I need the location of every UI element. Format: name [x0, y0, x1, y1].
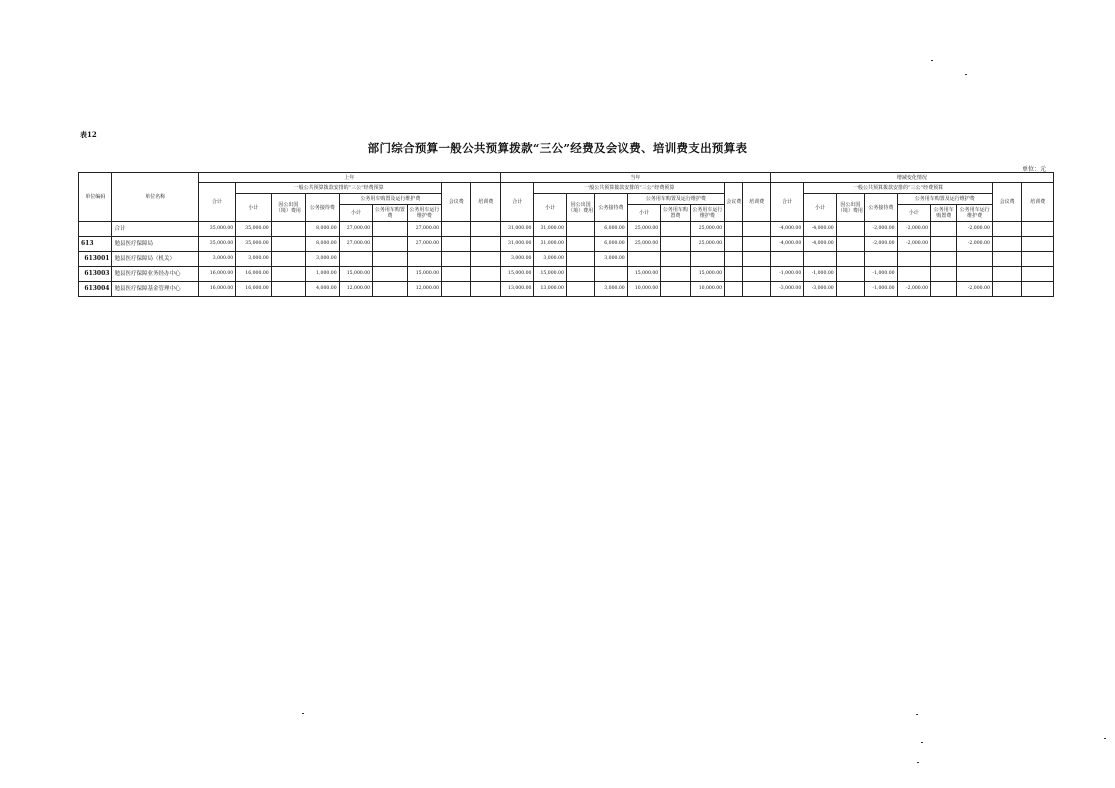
vehicle-purchase-header: 公务用车购置费	[661, 205, 690, 222]
amount-cell	[690, 252, 724, 267]
amount-cell: 35,000.00	[198, 237, 236, 252]
amount-cell: 3,000.00	[595, 252, 627, 267]
amount-cell: 3,000.00	[198, 252, 236, 267]
total-header: 合计	[500, 183, 533, 222]
amount-cell: 1,000.00	[306, 267, 339, 282]
total-header: 合计	[770, 183, 803, 222]
amount-cell	[627, 252, 660, 267]
amount-cell: 6,000.00	[595, 237, 627, 252]
amount-cell	[1022, 282, 1054, 297]
amount-cell	[743, 267, 770, 282]
unit-name-header: 单位名称	[112, 173, 198, 222]
amount-cell: 35,000.00	[236, 237, 272, 252]
amount-cell: -4,000.00	[804, 237, 836, 252]
amount-cell: 4,000.00	[306, 282, 339, 297]
amount-cell	[373, 252, 407, 267]
amount-cell: 27,000.00	[339, 237, 372, 252]
vehicle-purchase-header: 公务用车购置费	[931, 205, 957, 222]
training-header: 培训费	[471, 183, 500, 222]
amount-cell: -3,000.00	[770, 282, 803, 297]
table-body	[79, 222, 1054, 297]
amount-cell	[1022, 267, 1054, 282]
amount-cell: -4,000.00	[804, 222, 836, 237]
amount-cell	[992, 267, 1021, 282]
amount-cell	[271, 282, 305, 297]
unit-label: 单位：元	[1022, 166, 1047, 173]
amount-cell	[1022, 252, 1054, 267]
amount-cell	[661, 252, 690, 267]
amount-cell: 31,000.00	[534, 222, 566, 237]
amount-cell: 16,000.00	[198, 282, 236, 297]
table-row	[79, 222, 1054, 237]
scan-speck	[965, 74, 967, 75]
amount-cell	[957, 252, 993, 267]
amount-cell: 3,000.00	[534, 252, 566, 267]
amount-cell: -2,000.00	[897, 222, 930, 237]
document-title: 部门综合预算一般公共预算拨款“三公”经费及会议费、培训费支出预算表	[367, 141, 748, 155]
amount-cell: -1,000.00	[770, 267, 803, 282]
abroad-header: 因公出国（境）费用	[566, 194, 594, 222]
amount-cell: -4,000.00	[770, 222, 803, 237]
meeting-header: 会议费	[442, 183, 471, 222]
amount-cell	[442, 252, 471, 267]
amount-cell: -2,000.00	[865, 222, 897, 237]
abroad-header: 因公出国（境）费用	[271, 194, 305, 222]
amount-cell	[725, 267, 743, 282]
vehicle-subtotal-header: 小计	[897, 205, 930, 222]
amount-cell	[992, 237, 1021, 252]
vehicle-group-header: 公务用车购置及运行维护费	[627, 194, 724, 205]
amount-cell	[442, 282, 471, 297]
amount-cell: 10,000.00	[627, 282, 660, 297]
group-header-change: 增减变化情况	[770, 173, 1053, 183]
amount-cell	[931, 222, 957, 237]
unit-name-cell: 勉县医疗保障局（机关）	[112, 252, 198, 267]
header-row-subgroups	[79, 183, 1054, 194]
amount-cell	[566, 252, 594, 267]
amount-cell	[271, 222, 305, 237]
scan-speck	[921, 742, 923, 743]
header-row-groups	[79, 173, 1054, 183]
scan-speck	[917, 762, 919, 763]
amount-cell: 27,000.00	[407, 222, 441, 237]
amount-cell: 10,000.00	[690, 282, 724, 297]
table-number-tag: 表12	[80, 130, 97, 139]
amount-cell	[373, 222, 407, 237]
amount-cell: 35,000.00	[236, 222, 272, 237]
amount-cell: 8,000.00	[306, 222, 339, 237]
table-row	[79, 237, 1054, 252]
amount-cell: 15,000.00	[339, 267, 372, 282]
amount-cell	[931, 237, 957, 252]
amount-cell	[271, 267, 305, 282]
amount-cell: 25,000.00	[627, 237, 660, 252]
amount-cell	[725, 282, 743, 297]
amount-cell: 25,000.00	[690, 222, 724, 237]
amount-cell: 16,000.00	[236, 282, 272, 297]
amount-cell	[442, 222, 471, 237]
table-row	[79, 282, 1054, 297]
amount-cell: 16,000.00	[198, 267, 236, 282]
unit-code-cell: 613004	[79, 282, 112, 297]
amount-cell: -2,000.00	[897, 237, 930, 252]
amount-cell	[836, 252, 864, 267]
amount-cell	[471, 252, 500, 267]
unit-name-cell: 合计	[112, 222, 198, 237]
amount-cell: 27,000.00	[407, 237, 441, 252]
amount-cell	[271, 252, 305, 267]
vehicle-subtotal-header: 小计	[339, 205, 372, 222]
scan-speck	[916, 714, 918, 715]
amount-cell: 15,000.00	[627, 267, 660, 282]
amount-cell	[836, 282, 864, 297]
meeting-header: 会议费	[992, 183, 1021, 222]
unit-code-cell: 613003	[79, 267, 112, 282]
amount-cell	[661, 282, 690, 297]
amount-cell	[836, 237, 864, 252]
amount-cell	[992, 282, 1021, 297]
amount-cell: -2,000.00	[957, 282, 993, 297]
amount-cell	[992, 252, 1021, 267]
meeting-header: 会议费	[725, 183, 743, 222]
amount-cell: -2,000.00	[957, 222, 993, 237]
abroad-header: 因公出国（境）费用	[836, 194, 864, 222]
amount-cell	[661, 267, 690, 282]
amount-cell	[271, 237, 305, 252]
amount-cell	[373, 282, 407, 297]
amount-cell	[743, 222, 770, 237]
vehicle-purchase-header: 公务用车购置费	[373, 205, 407, 222]
three-public-header: 一般公共预算拨款安排的“三公”经费预算	[236, 183, 442, 194]
amount-cell: -1,000.00	[804, 267, 836, 282]
vehicle-operation-header: 公务用车运行维护费	[690, 205, 724, 222]
amount-cell: 16,000.00	[236, 267, 272, 282]
amount-cell: -1,000.00	[865, 282, 897, 297]
amount-cell	[865, 252, 897, 267]
amount-cell: 15,000.00	[690, 267, 724, 282]
amount-cell: -2,000.00	[897, 282, 930, 297]
amount-cell	[1022, 222, 1054, 237]
amount-cell: 3,000.00	[500, 252, 533, 267]
amount-cell: 31,000.00	[534, 237, 566, 252]
amount-cell	[836, 267, 864, 282]
amount-cell	[566, 267, 594, 282]
unit-code-cell: 613	[79, 237, 112, 252]
amount-cell	[743, 252, 770, 267]
amount-cell	[725, 237, 743, 252]
amount-cell	[897, 252, 930, 267]
reception-header: 公务接待费	[865, 194, 897, 222]
amount-cell	[725, 222, 743, 237]
amount-cell	[407, 252, 441, 267]
scan-speck	[931, 60, 933, 61]
budget-table	[78, 172, 1054, 297]
amount-cell: 31,000.00	[500, 237, 533, 252]
amount-cell: 3,000.00	[595, 282, 627, 297]
amount-cell: -4,000.00	[770, 237, 803, 252]
group-header-last-year: 上年	[198, 173, 500, 183]
amount-cell: 27,000.00	[339, 222, 372, 237]
amount-cell: 13,000.00	[534, 282, 566, 297]
amount-cell	[373, 237, 407, 252]
amount-cell: 35,000.00	[198, 222, 236, 237]
vehicle-operation-header: 公务用车运行维护费	[407, 205, 441, 222]
amount-cell: 12,000.00	[407, 282, 441, 297]
training-header: 培训费	[743, 183, 770, 222]
unit-name-cell: 勉县医疗保障基金管理中心	[112, 282, 198, 297]
amount-cell	[566, 222, 594, 237]
total-header: 合计	[198, 183, 236, 222]
amount-cell: 31,000.00	[500, 222, 533, 237]
amount-cell	[471, 282, 500, 297]
amount-cell	[743, 237, 770, 252]
amount-cell: 6,000.00	[595, 222, 627, 237]
amount-cell: -3,000.00	[804, 282, 836, 297]
reception-header: 公务接待费	[595, 194, 627, 222]
unit-code-header: 单位编码	[79, 173, 112, 222]
amount-cell	[957, 267, 993, 282]
vehicle-group-header: 公务用车购置及运行维护费	[897, 194, 992, 205]
amount-cell	[471, 222, 500, 237]
unit-name-cell: 勉县医疗保障局	[112, 237, 198, 252]
amount-cell	[661, 222, 690, 237]
amount-cell	[442, 267, 471, 282]
group-header-current-year: 当年	[500, 173, 770, 183]
amount-cell	[725, 252, 743, 267]
amount-cell	[770, 252, 803, 267]
amount-cell	[804, 252, 836, 267]
training-header: 培训费	[1022, 183, 1054, 222]
amount-cell	[471, 237, 500, 252]
amount-cell	[566, 237, 594, 252]
amount-cell: 25,000.00	[690, 237, 724, 252]
amount-cell: 13,000.00	[500, 282, 533, 297]
amount-cell: 8,000.00	[306, 237, 339, 252]
amount-cell: -1,000.00	[865, 267, 897, 282]
amount-cell: 3,000.00	[306, 252, 339, 267]
table-row	[79, 252, 1054, 267]
vehicle-operation-header: 公务用车运行维护费	[957, 205, 993, 222]
unit-code-cell: 613001	[79, 252, 112, 267]
amount-cell	[743, 282, 770, 297]
amount-cell	[931, 282, 957, 297]
three-public-header: 一般公共预算拨款安排的“三公”经费预算	[534, 183, 725, 194]
amount-cell	[471, 267, 500, 282]
amount-cell	[992, 222, 1021, 237]
amount-cell	[897, 267, 930, 282]
amount-cell: -2,000.00	[865, 237, 897, 252]
amount-cell: -2,000.00	[957, 237, 993, 252]
amount-cell	[836, 222, 864, 237]
amount-cell	[931, 267, 957, 282]
subtotal-header: 小计	[804, 194, 836, 222]
amount-cell: 12,000.00	[339, 282, 372, 297]
amount-cell	[931, 252, 957, 267]
subtotal-header: 小计	[236, 194, 272, 222]
three-public-header: 一般公共预算拨款安排的“三公”经费预算	[804, 183, 993, 194]
amount-cell: 15,000.00	[534, 267, 566, 282]
amount-cell	[339, 252, 372, 267]
amount-cell: 25,000.00	[627, 222, 660, 237]
scan-speck	[302, 713, 304, 714]
scan-speck	[1104, 738, 1106, 739]
vehicle-subtotal-header: 小计	[627, 205, 660, 222]
amount-cell	[442, 237, 471, 252]
amount-cell	[661, 237, 690, 252]
vehicle-group-header: 公务用车购置及运行维护费	[339, 194, 441, 205]
amount-cell: 15,000.00	[500, 267, 533, 282]
amount-cell: 3,000.00	[236, 252, 272, 267]
subtotal-header: 小计	[534, 194, 566, 222]
unit-name-cell: 勉县医疗保障业务经办中心	[112, 267, 198, 282]
amount-cell	[1022, 237, 1054, 252]
reception-header: 公务接待费	[306, 194, 339, 222]
amount-cell	[373, 267, 407, 282]
unit-code-cell	[79, 222, 112, 237]
amount-cell	[566, 282, 594, 297]
amount-cell: 15,000.00	[407, 267, 441, 282]
table-row	[79, 267, 1054, 282]
amount-cell	[595, 267, 627, 282]
